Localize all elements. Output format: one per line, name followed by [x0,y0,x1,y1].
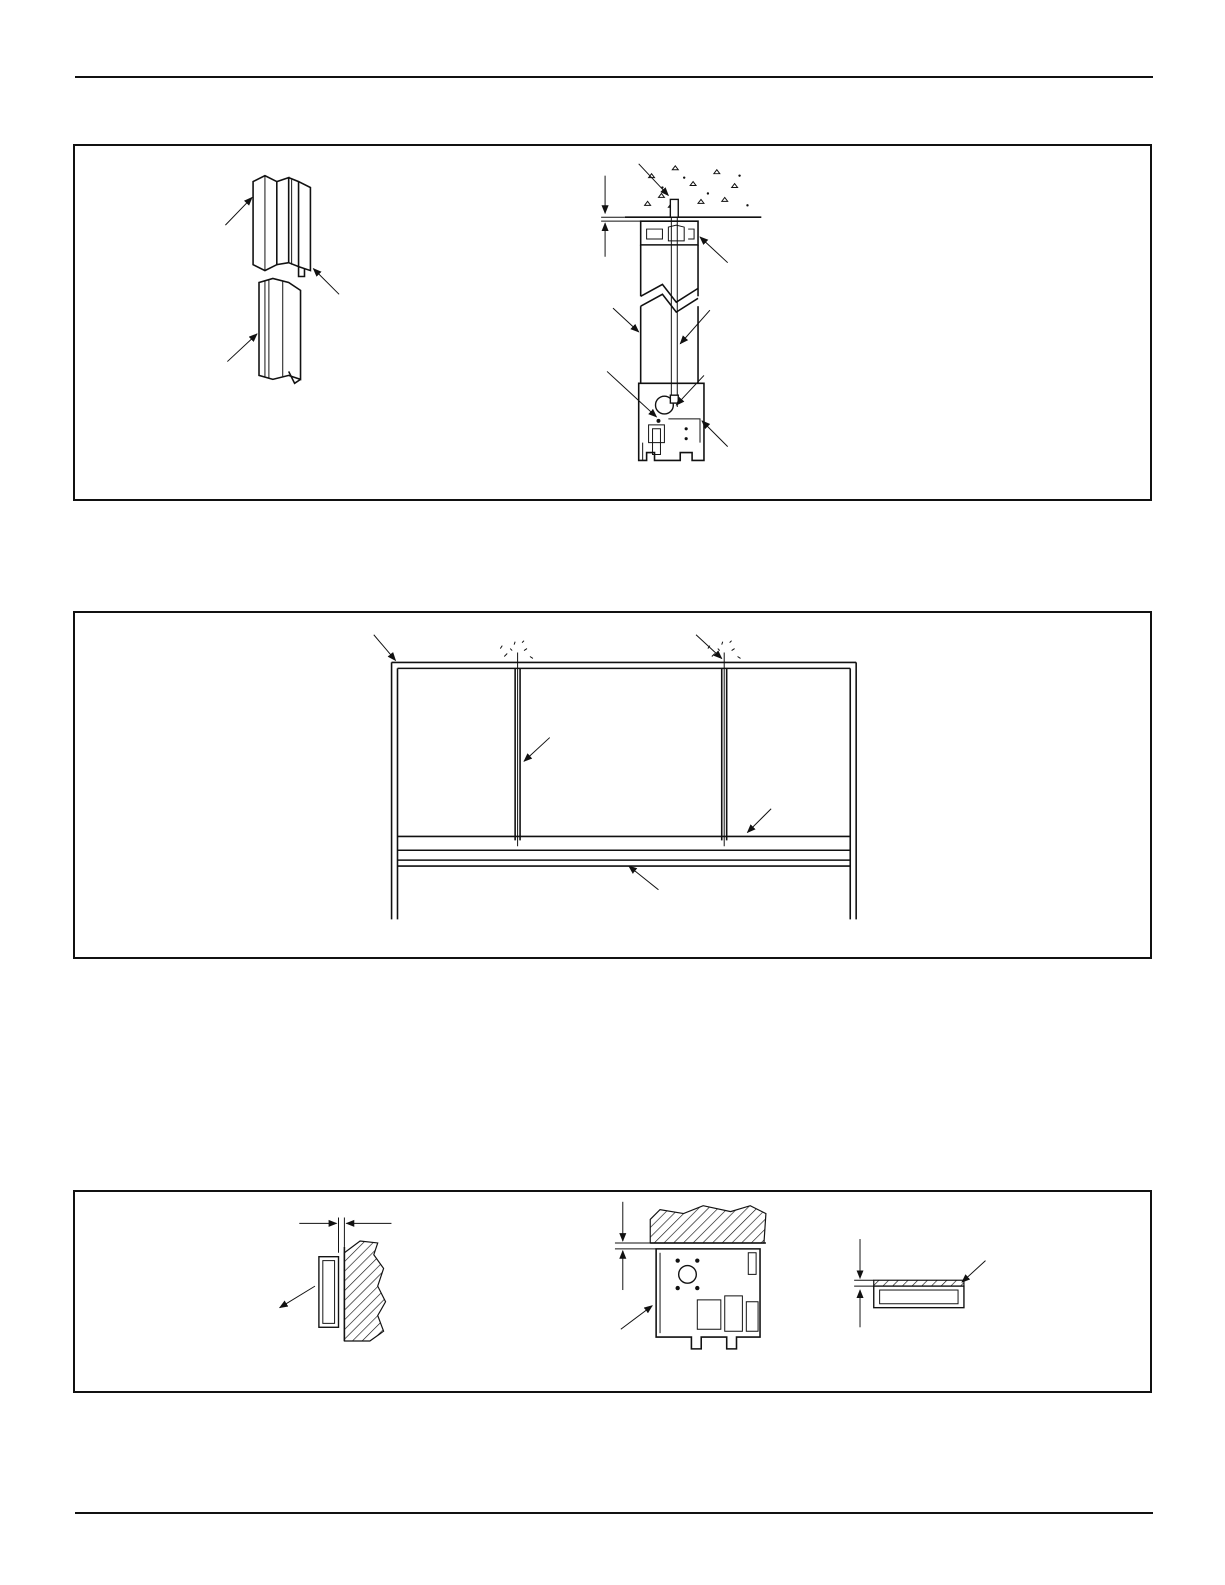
head-section [641,221,698,245]
header-rule [75,76,1153,78]
diagram-panel-1 [73,144,1152,501]
callout-arrow-icon [696,635,722,659]
callout-arrow-icon [621,1306,652,1330]
anchor-head [670,199,678,217]
callout-arrow-icon [676,375,704,405]
callout-arrow-icon [962,1261,986,1283]
callout-arrow-icon [702,421,728,447]
callout-arrow-icon [700,237,728,263]
callout-arrow-icon [629,866,659,890]
callout-arrow-icon [680,310,710,344]
head-structure-section [650,1206,766,1349]
callout-arrow-icon [524,738,550,762]
callout-arrow-icon [607,371,656,416]
callout-arrow-icon [639,164,669,196]
sill-section [639,383,704,460]
callout-arrow-icon [313,269,339,295]
diagram-panel-2 [73,611,1152,959]
callout-arrow-icon [747,809,771,833]
gap-dimension-icon [601,176,641,257]
sill-gap-dimension-icon [854,1239,874,1327]
callout-arrow-icon [280,1286,315,1308]
head-gap-dimension-icon [615,1202,656,1290]
panel-3-drawing [75,1192,1150,1391]
callout-arrow-icon [227,334,257,362]
anchor-spatter [500,641,740,659]
frame-elevation [392,662,857,919]
concrete-substrate [625,166,761,217]
callout-arrow-icon [613,308,639,332]
callout-arrow-icon [225,197,252,225]
panel-1-drawing [75,146,1150,499]
mullion-1 [515,653,520,847]
mullion-body [641,245,698,383]
sill-elevation [398,836,851,866]
footer-rule [75,1512,1153,1514]
sill-extrusion-iso [259,278,301,383]
head-extrusion-iso [253,176,310,277]
jamb-wall-section [319,1217,386,1341]
panel-2-drawing [75,613,1150,957]
callout-arrow-icon [374,635,396,661]
mullion-2 [722,653,727,847]
sill-substrate-section [874,1280,964,1307]
diagram-panel-3 [73,1190,1152,1393]
